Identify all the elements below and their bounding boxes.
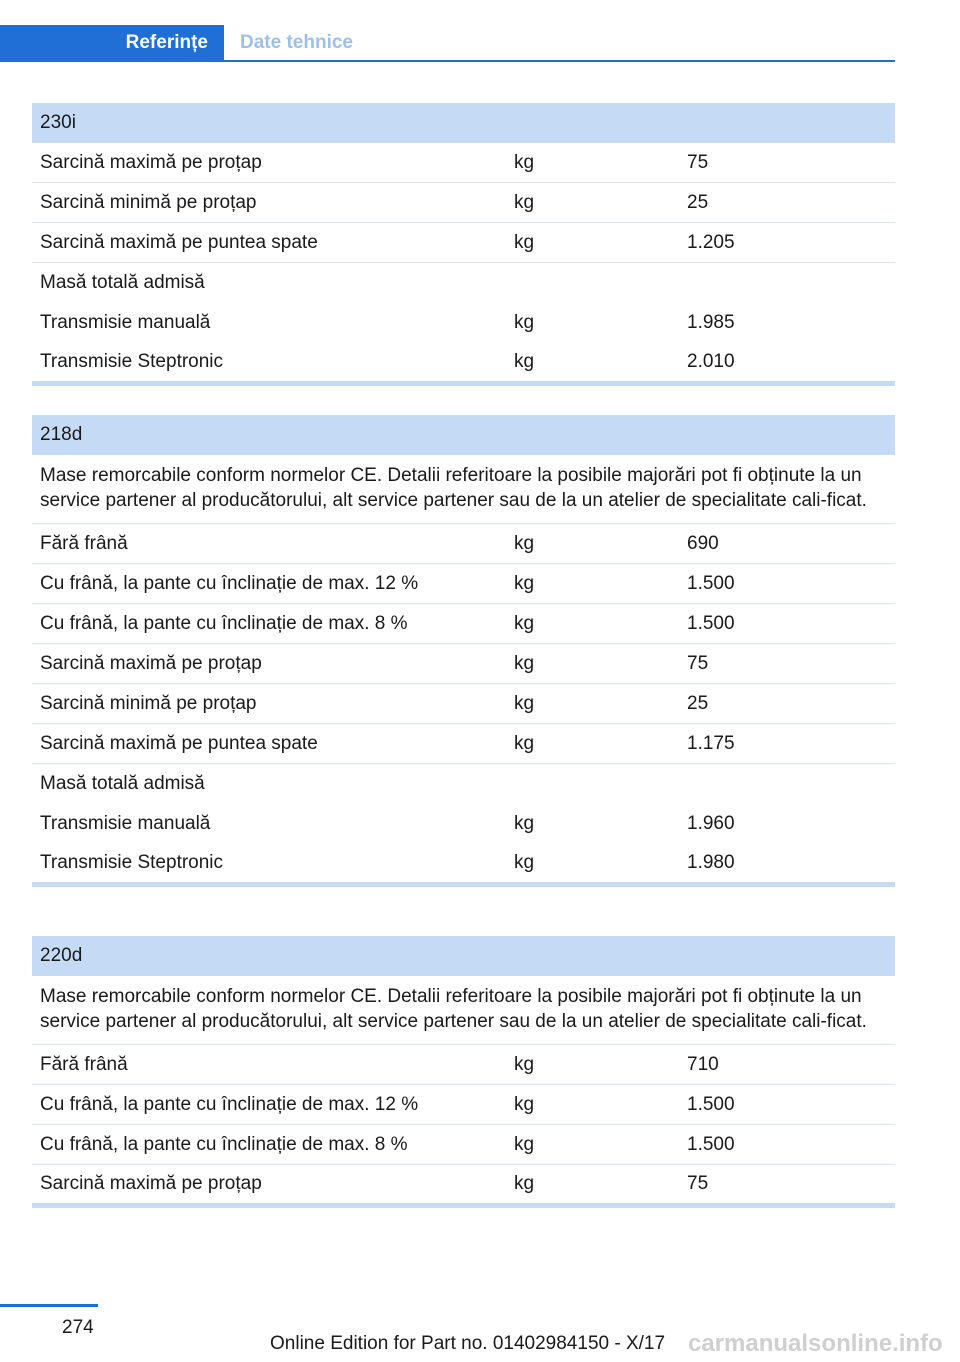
row-value: 75: [687, 152, 709, 173]
row-unit: [506, 263, 679, 303]
table-row: [32, 1125, 895, 1165]
row-unit: kg: [514, 1134, 535, 1155]
row-label: Masă totală admisă: [40, 272, 205, 293]
row-value: 1.960: [687, 813, 735, 834]
row-value: 75: [687, 653, 709, 674]
table-row: [32, 724, 895, 764]
row-label: Sarcină maximă pe puntea spate: [40, 733, 318, 754]
page-number: 274: [62, 1317, 94, 1338]
table-row: [32, 604, 895, 644]
row-label: Cu frână, la pante cu înclinație de max. 12 %: [40, 1094, 419, 1115]
row-value: 1.205: [687, 232, 735, 253]
row-unit: kg: [514, 693, 535, 714]
row-unit: kg: [514, 312, 535, 333]
row-unit: kg: [514, 813, 535, 834]
row-label: Transmisie Steptronic: [40, 852, 224, 873]
table-title: 220d: [32, 936, 895, 976]
table-row: [32, 644, 895, 684]
row-label: Cu frână, la pante cu înclinație de max. 8 %: [40, 1134, 408, 1155]
row-unit: kg: [514, 152, 535, 173]
table-218d: [32, 415, 895, 887]
row-label: Sarcină maximă pe proțap: [40, 1173, 262, 1194]
row-unit: kg: [514, 1054, 535, 1075]
table-row: [32, 143, 895, 183]
row-value: 25: [687, 192, 709, 213]
table-row: [32, 764, 895, 804]
row-unit: kg: [514, 852, 535, 873]
row-label: Fără frână: [40, 533, 128, 554]
row-value: 1.175: [687, 733, 735, 754]
row-unit: kg: [514, 1173, 535, 1194]
row-value: 2.010: [687, 351, 735, 372]
row-value: 1.500: [687, 573, 735, 594]
row-unit: kg: [514, 533, 535, 554]
row-label: Cu frână, la pante cu înclinație de max. 8 %: [40, 613, 408, 634]
table-220d: [32, 936, 895, 1208]
row-unit: kg: [514, 573, 535, 594]
table-title: 230i: [32, 103, 895, 143]
footer-accent-line: [0, 1304, 98, 1307]
row-unit: [506, 764, 679, 804]
table-row: [32, 684, 895, 724]
table-row: [32, 343, 895, 381]
row-label: Transmisie Steptronic: [40, 351, 224, 372]
row-unit: kg: [514, 1094, 535, 1115]
row-value: 690: [687, 533, 719, 554]
row-value: 1.980: [687, 852, 735, 873]
table-row: [32, 1085, 895, 1125]
row-unit: kg: [514, 192, 535, 213]
row-label: Sarcină maximă pe proțap: [40, 653, 262, 674]
table-row: [32, 804, 895, 844]
table-row: [32, 1045, 895, 1085]
row-label: Sarcină minimă pe proțap: [40, 693, 257, 714]
table-row: [32, 223, 895, 263]
row-unit: kg: [514, 733, 535, 754]
table-230i: [32, 103, 895, 386]
table-row: [32, 263, 895, 303]
tab-bar: [0, 25, 895, 62]
row-unit: kg: [514, 653, 535, 674]
row-label: Cu frână, la pante cu înclinație de max. 12 %: [40, 573, 419, 594]
row-value: 75: [687, 1173, 709, 1194]
tab-date-tehnice[interactable]: Date tehnice: [240, 32, 353, 53]
row-value: [679, 263, 895, 303]
row-unit: kg: [514, 613, 535, 634]
edition-text: Online Edition for Part no. 01402984150 - X/17: [270, 1333, 666, 1354]
row-label: Sarcină maximă pe puntea spate: [40, 232, 318, 253]
row-value: 710: [687, 1054, 719, 1075]
table-row: [32, 524, 895, 564]
row-label: Transmisie manuală: [40, 813, 211, 834]
row-value: 1.500: [687, 613, 735, 634]
table-row: [32, 183, 895, 223]
table-row: [32, 1165, 895, 1203]
table-row: [32, 303, 895, 343]
row-value: 25: [687, 693, 709, 714]
table-row: [32, 844, 895, 882]
table-note: Mase remorcabile conform normelor CE. Detalii referitoare la posibile majorări pot fi obținute la un service partener al producătorului, alt service partener sau de la un atelier de specialitate cali-ficat.: [32, 455, 895, 524]
row-label: Fără frână: [40, 1054, 128, 1075]
row-value: 1.500: [687, 1134, 735, 1155]
row-value: 1.985: [687, 312, 735, 333]
table-title: 218d: [32, 415, 895, 455]
table-note: Mase remorcabile conform normelor CE. Detalii referitoare la posibile majorări pot fi obținute la un service partener al producătorului, alt service partener sau de la un atelier de specialitate cali-ficat.: [32, 976, 895, 1045]
row-label: Transmisie manuală: [40, 312, 211, 333]
row-unit: kg: [514, 232, 535, 253]
tab-referinte[interactable]: Referințe: [0, 25, 224, 61]
row-label: Sarcină minimă pe proțap: [40, 192, 257, 213]
row-value: 1.500: [687, 1094, 735, 1115]
row-label: Masă totală admisă: [40, 773, 205, 794]
row-label: Sarcină maximă pe proțap: [40, 152, 262, 173]
watermark: carmanualsonline.info: [688, 1330, 943, 1357]
table-row: [32, 564, 895, 604]
row-value: [679, 764, 895, 804]
row-unit: kg: [514, 351, 535, 372]
